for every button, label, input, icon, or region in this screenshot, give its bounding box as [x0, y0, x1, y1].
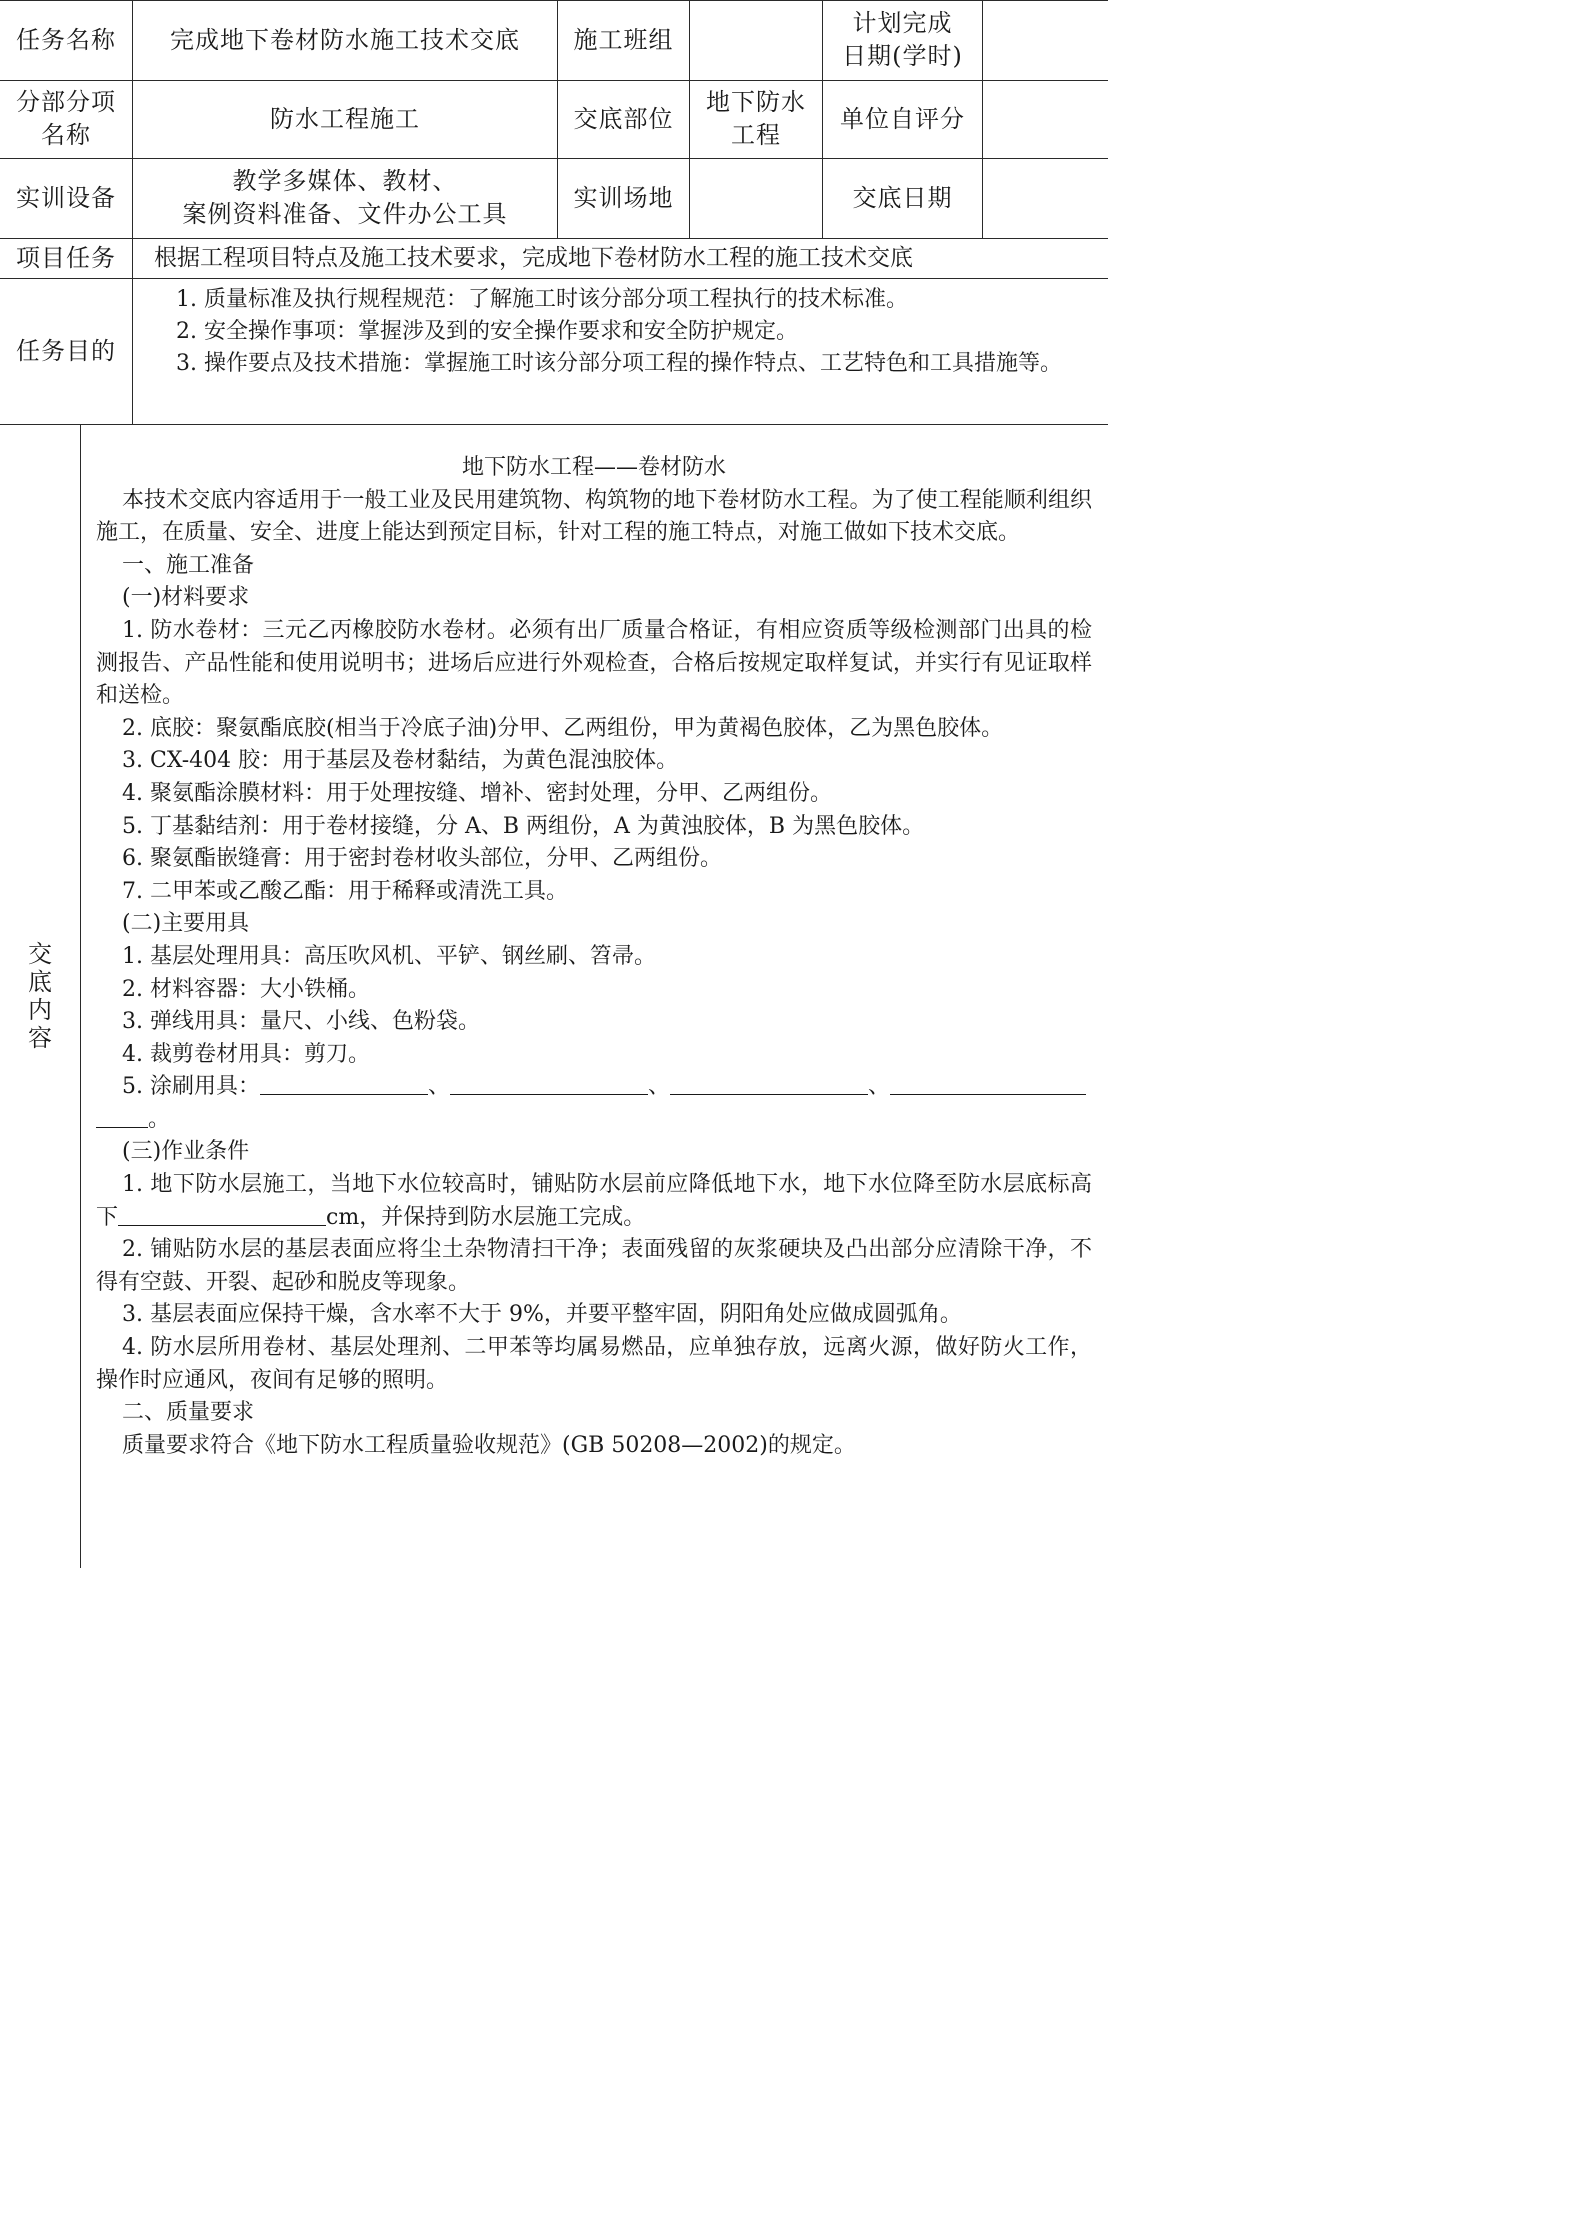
material-item: 3. CX-404 胶：用于基层及卷材黏结，为黄色混浊胶体。 [122, 748, 679, 774]
equipment-value-line2: 案例资料准备、文件办公工具 [182, 200, 508, 228]
side-char: 交 [28, 940, 52, 968]
purpose-item: 3. 操作要点及技术措施：掌握施工时该分部分项工程的操作特点、工艺特色和工具措施等。 [176, 351, 1062, 376]
self-score-label: 单位自评分 [840, 104, 965, 133]
purpose-label: 任务目的 [16, 336, 116, 365]
condition-item-fill-in [96, 1169, 1092, 1234]
subproject-label-line2: 名称 [41, 121, 91, 149]
condition-item: 2. 铺贴防水层的基层表面应将尘土杂物清扫干净；表面残留的灰浆硬块及凸出部分应清除干净，不得有空鼓、开裂、起砂和脱皮等现象。 [96, 1237, 1092, 1295]
subsection-heading: (三)作业条件 [122, 1139, 250, 1165]
fill-in-blank[interactable] [118, 1205, 326, 1226]
intro-paragraph: 本技术交底内容适用于一般工业及民用建筑物、构筑物的地下卷材防水工程。为了使工程能顺利组织施工，在质量、安全、进度上能达到预定目标，针对工程的施工特点，对施工做如下技术交底。 [96, 487, 1092, 546]
equipment-label: 实训设备 [16, 183, 116, 212]
location-label: 交底部位 [573, 104, 674, 133]
rule [0, 278, 1108, 279]
plan-date-label-line1: 计划完成 [852, 9, 953, 37]
fill-in-blank[interactable] [450, 1074, 648, 1095]
condition-item: 4. 防水层所用卷材、基层处理剂、二甲苯等均属易燃品，应单独存放，远离火源，做好防火工作，操作时应通风，夜间有足够的照明。 [96, 1335, 1092, 1393]
fill-in-blank[interactable] [670, 1074, 868, 1095]
site-label: 实训场地 [573, 183, 674, 212]
task-name-value: 完成地下卷材防水施工技术交底 [170, 25, 520, 54]
self-score-value [983, 80, 1108, 158]
location-value-line1: 地下防水 [706, 88, 806, 116]
tool-item: 2. 材料容器：大小铁桶。 [122, 976, 370, 1002]
tool-item-prefix: 5. 涂刷用具： [122, 1074, 260, 1100]
fill-in-blank[interactable] [96, 1107, 148, 1128]
material-item: 5. 丁基黏结剂：用于卷材接缝，分 A、B 两组份，A 为黄浊胶体，B 为黑色胶体。 [122, 813, 925, 839]
rule [80, 424, 81, 1568]
fill-in-blank[interactable] [260, 1074, 428, 1095]
purpose-list [150, 284, 1094, 380]
tool-item: 1. 基层处理用具：高压吹风机、平铲、钢丝刷、笤帚。 [122, 943, 656, 969]
plan-date-value [983, 0, 1108, 80]
task-name-label: 任务名称 [16, 25, 116, 54]
subsection-heading: (二)主要用具 [122, 911, 250, 937]
site-value [690, 158, 822, 238]
rule [0, 424, 1108, 425]
tool-item: 3. 弹线用具：量尺、小线、色粉袋。 [122, 1009, 480, 1035]
brief-date-label: 交底日期 [852, 183, 953, 212]
section-heading: 二、质量要求 [122, 1400, 255, 1426]
content-title: 地下防水工程——卷材防水 [461, 455, 726, 480]
equipment-value [133, 158, 557, 238]
subproject-value: 防水工程施工 [270, 104, 420, 133]
tool-item-fill-in [96, 1071, 1092, 1136]
condition-text-a: 1. 地下防水层施工，当地下水位较高时，铺贴防水层前应降低地下水，地下水位降至防水层底标高下 [96, 1172, 1092, 1230]
purpose-item: 2. 安全操作事项：掌握涉及到的安全操作要求和安全防护规定。 [176, 319, 798, 344]
material-item: 2. 底胶：聚氨酯底胶(相当于冷底子油)分甲、乙两组份，甲为黄褐色胶体，乙为黑色胶体。 [122, 715, 1004, 741]
content-side-label [0, 424, 80, 1568]
location-value [690, 80, 822, 158]
brief-date-value [983, 158, 1108, 238]
project-task-value: 根据工程项目特点及施工技术要求，完成地下卷材防水工程的施工技术交底 [154, 244, 913, 271]
separator: 、 [427, 1074, 450, 1100]
purpose-item: 1. 质量标准及执行规程规范：了解施工时该分部分项工程执行的技术标准。 [176, 287, 908, 312]
material-item: 4. 聚氨酯涂膜材料：用于处理按缝、增补、密封处理，分甲、乙两组份。 [122, 780, 832, 806]
team-value [690, 0, 822, 80]
material-item: 1. 防水卷材：三元乙丙橡胶防水卷材。必须有出厂质量合格证，有相应资质等级检测部门出具的检测报告、产品性能和使用说明书；进场后应进行外观检查，合格后按规定取样复试，并实行有见证取样和送检。 [96, 617, 1092, 709]
subproject-label-line1: 分部分项 [16, 88, 116, 116]
briefing-form [0, 0, 1108, 1568]
equipment-value-line1: 教学多媒体、教材、 [232, 167, 458, 195]
separator: 、 [868, 1074, 891, 1100]
material-item: 6. 聚氨酯嵌缝膏：用于密封卷材收头部位，分甲、乙两组份。 [122, 846, 722, 872]
material-item: 7. 二甲苯或乙酸乙酯：用于稀释或清洗工具。 [122, 878, 568, 904]
quality-paragraph: 质量要求符合《地下防水工程质量验收规范》(GB 50208—2002)的规定。 [122, 1432, 856, 1458]
team-label: 施工班组 [573, 25, 674, 54]
plan-date-label [823, 0, 982, 80]
side-char: 内 [28, 996, 52, 1024]
condition-item: 3. 基层表面应保持干燥，含水率不大于 9%，并要平整牢固，阴阳角处应做成圆弧角。 [122, 1302, 962, 1328]
side-char: 底 [28, 968, 52, 996]
subsection-heading: (一)材料要求 [122, 585, 250, 611]
separator: 、 [648, 1074, 671, 1100]
plan-date-label-line2: 日期(学时) [842, 42, 963, 70]
project-task-label: 项目任务 [16, 243, 116, 272]
tool-item-end: 。 [148, 1106, 171, 1132]
condition-text-b: cm，并保持到防水层施工完成。 [326, 1204, 646, 1230]
fill-in-blank[interactable] [890, 1074, 1086, 1095]
section-heading: 一、施工准备 [122, 552, 255, 578]
tool-item: 4. 裁剪卷材用具：剪刀。 [122, 1041, 370, 1067]
briefing-content [96, 452, 1092, 1462]
location-value-line2: 工程 [731, 121, 781, 149]
side-char: 容 [28, 1024, 52, 1052]
subproject-label [0, 80, 132, 158]
